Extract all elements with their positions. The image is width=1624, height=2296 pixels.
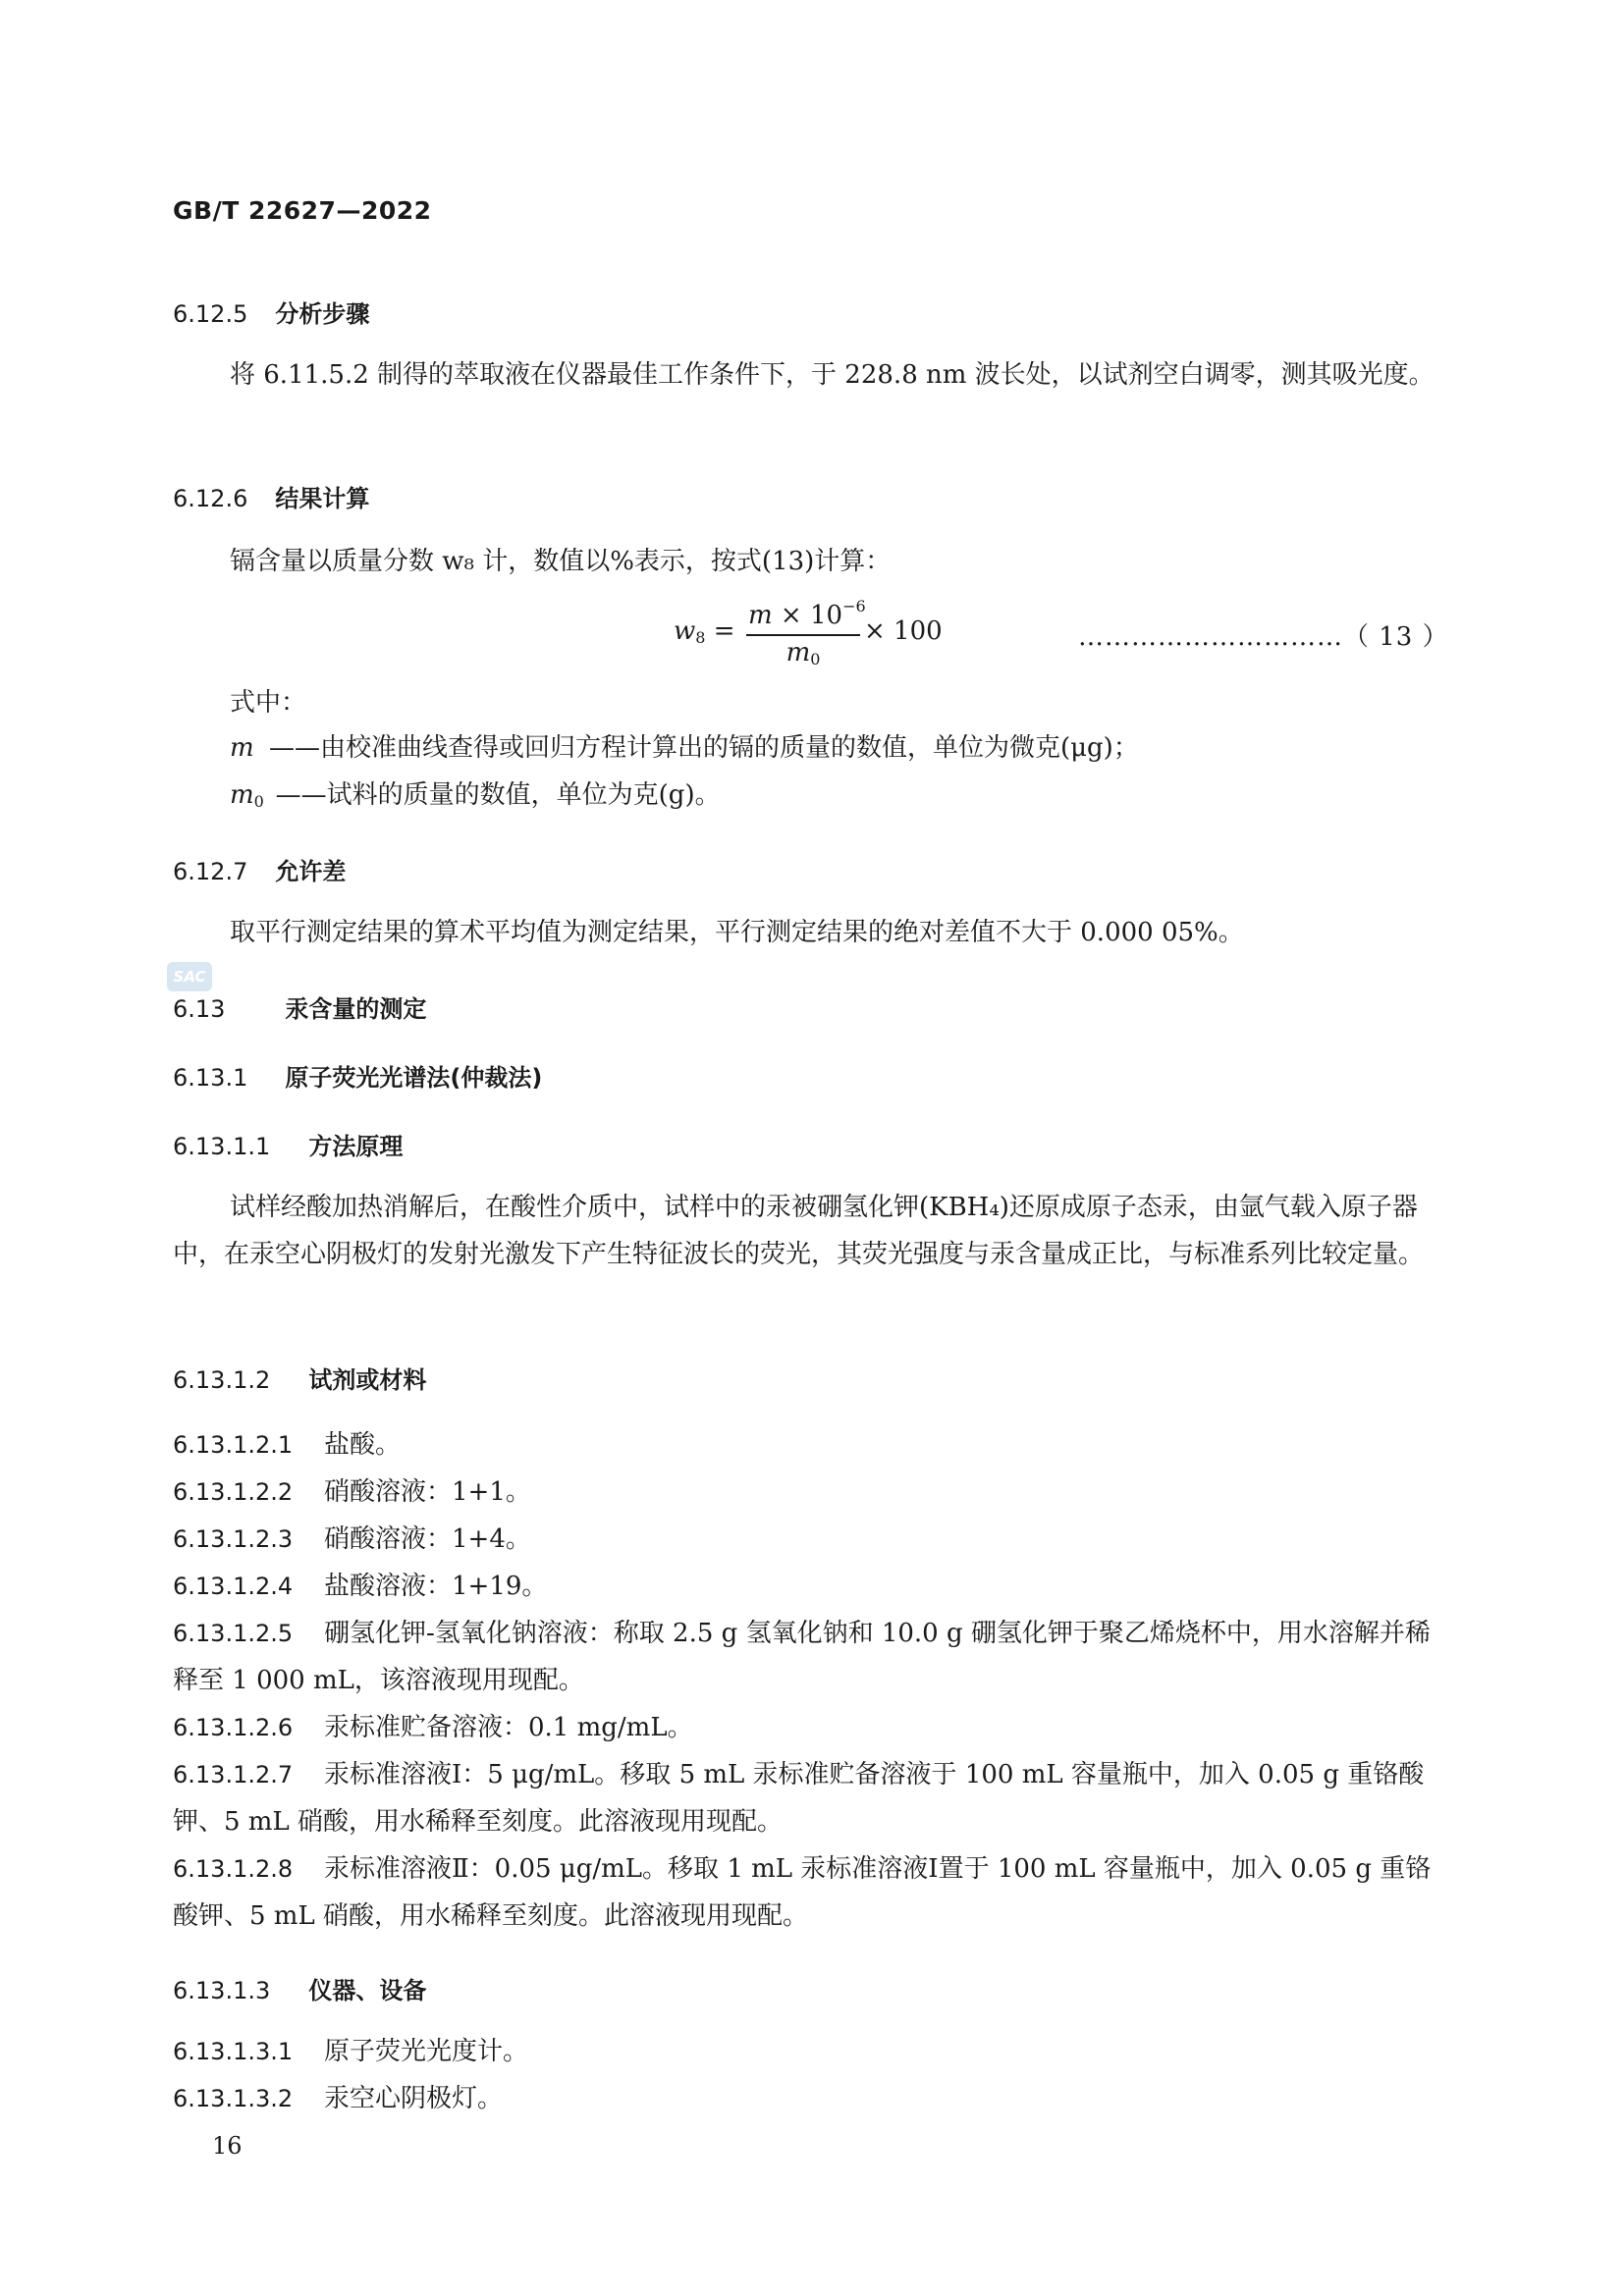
section-heading-6-13-1-3 <box>173 1971 426 2005</box>
instrument-item: 6.13.1.3.2 汞空心阴极灯。 <box>173 2084 504 2113</box>
fraction-bar <box>746 634 860 636</box>
section-heading-6-12-5 <box>173 294 369 329</box>
section-heading-6-12-6 <box>173 479 369 513</box>
section-heading-6-13-1 <box>173 1058 542 1093</box>
section-title: 结果计算 <box>275 485 370 512</box>
section-number: 6.13.1.1 <box>173 1133 271 1160</box>
section-title: 分析步骤 <box>275 300 370 328</box>
reagent-item: 6.13.1.2.1 盐酸。 <box>173 1430 402 1460</box>
equation-number: …………………………（ 13 ） <box>1078 622 1449 652</box>
paragraph-method-principle: 试样经酸加热消解后，在酸性介质中，试样中的汞被硼氢化钾(KBH₄)还原成原子态汞，由氩气载入原子器中，在汞空心阴极灯的发射光激发下产生特征波长的荧光，其荧光强度与汞含量成正比，与标准系列比较定量。 <box>173 1193 1425 1269</box>
reagent-item: 6.13.1.2.2 硝酸溶液：1+1。 <box>173 1477 531 1507</box>
section-heading-6-12-7 <box>173 852 346 886</box>
section-heading-6-13-1-2 <box>173 1361 426 1395</box>
formula-tail: × 100 <box>864 616 943 646</box>
section-number: 6.13.1.3 <box>173 1977 271 2004</box>
section-number: 6.12.6 <box>173 485 248 512</box>
where-label: 式中： <box>230 688 307 718</box>
reagent-item: 6.13.1.2.4 盐酸溶液：1+19。 <box>173 1572 548 1601</box>
section-number: 6.12.7 <box>173 858 248 885</box>
paragraph-tolerance: 取平行测定结果的算术平均值为测定结果，平行测定结果的绝对差值不大于 0.000 05%。 <box>230 918 1244 947</box>
formula-numerator: $m \times 10^{-6}$ <box>748 597 866 630</box>
reagent-item: 6.13.1.2.3 硝酸溶液：1+4。 <box>173 1524 531 1554</box>
section-title: 方法原理 <box>308 1133 404 1160</box>
section-title: 仪器、设备 <box>308 1977 427 2004</box>
reagent-item: 6.13.1.2.7 汞标准溶液Ⅰ：5 μg/mL。移取 5 mL 汞标准贮备溶液于 100 mL 容量瓶中，加入 0.05 g 重铬酸钾、5 mL 硝酸，用水稀释至刻度。此溶液现用现配。 <box>173 1760 1425 1837</box>
paragraph-calculation-intro: 镉含量以质量分数 w₈ 计，数值以%表示，按式(13)计算： <box>230 547 892 576</box>
section-title: 试剂或材料 <box>308 1366 427 1394</box>
reagent-item: 6.13.1.2.8 汞标准溶液Ⅱ：0.05 μg/mL。移取 1 mL 汞标准溶液Ⅰ置于 100 mL 容量瓶中，加入 0.05 g 重铬酸钾、5 mL 硝酸，用水稀释至刻度。此溶液现用现配。 <box>173 1854 1432 1931</box>
section-number: 6.12.5 <box>173 300 248 328</box>
section-number: 6.13.1.2 <box>173 1366 271 1394</box>
section-number: 6.13 <box>173 995 226 1023</box>
page-number: 16 <box>212 2132 243 2160</box>
sac-watermark-logo: SAC <box>167 962 212 991</box>
definition-m0: m0 ——试料的质量的数值，单位为克(g)。 <box>230 780 721 811</box>
formula-lhs: $w_8$ = <box>674 616 735 647</box>
definition-m: m ——由校准曲线查得或回归方程计算出的镉的质量的数值，单位为微克(μg)； <box>230 733 1139 763</box>
paragraph-analysis-steps: 将 6.11.5.2 制得的萃取液在仪器最佳工作条件下，于 228.8 nm 波长处，以试剂空白调零，测其吸光度。 <box>230 360 1435 390</box>
formula-denominator: $m_0$ <box>785 638 821 668</box>
reagent-item: 6.13.1.2.5 硼氢化钾-氢氧化钠溶液：称取 2.5 g 氢氧化钠和 10.0 g 硼氢化钾于聚乙烯烧杯中，用水溶解并稀释至 1 000 mL，该溶液现用现配。 <box>173 1619 1431 1695</box>
section-title: 允许差 <box>275 858 347 885</box>
section-heading-6-13-1-1 <box>173 1127 403 1161</box>
section-title: 原子荧光光谱法(仲裁法) <box>285 1064 543 1092</box>
section-number: 6.13.1 <box>173 1064 248 1092</box>
instrument-item: 6.13.1.3.1 原子荧光光度计。 <box>173 2037 529 2066</box>
reagent-item: 6.13.1.2.6 汞标准贮备溶液：0.1 mg/mL。 <box>173 1713 693 1742</box>
section-heading-6-13 <box>173 989 426 1024</box>
section-title: 汞含量的测定 <box>285 995 427 1023</box>
document-code: GB/T 22627—2022 <box>173 196 432 225</box>
